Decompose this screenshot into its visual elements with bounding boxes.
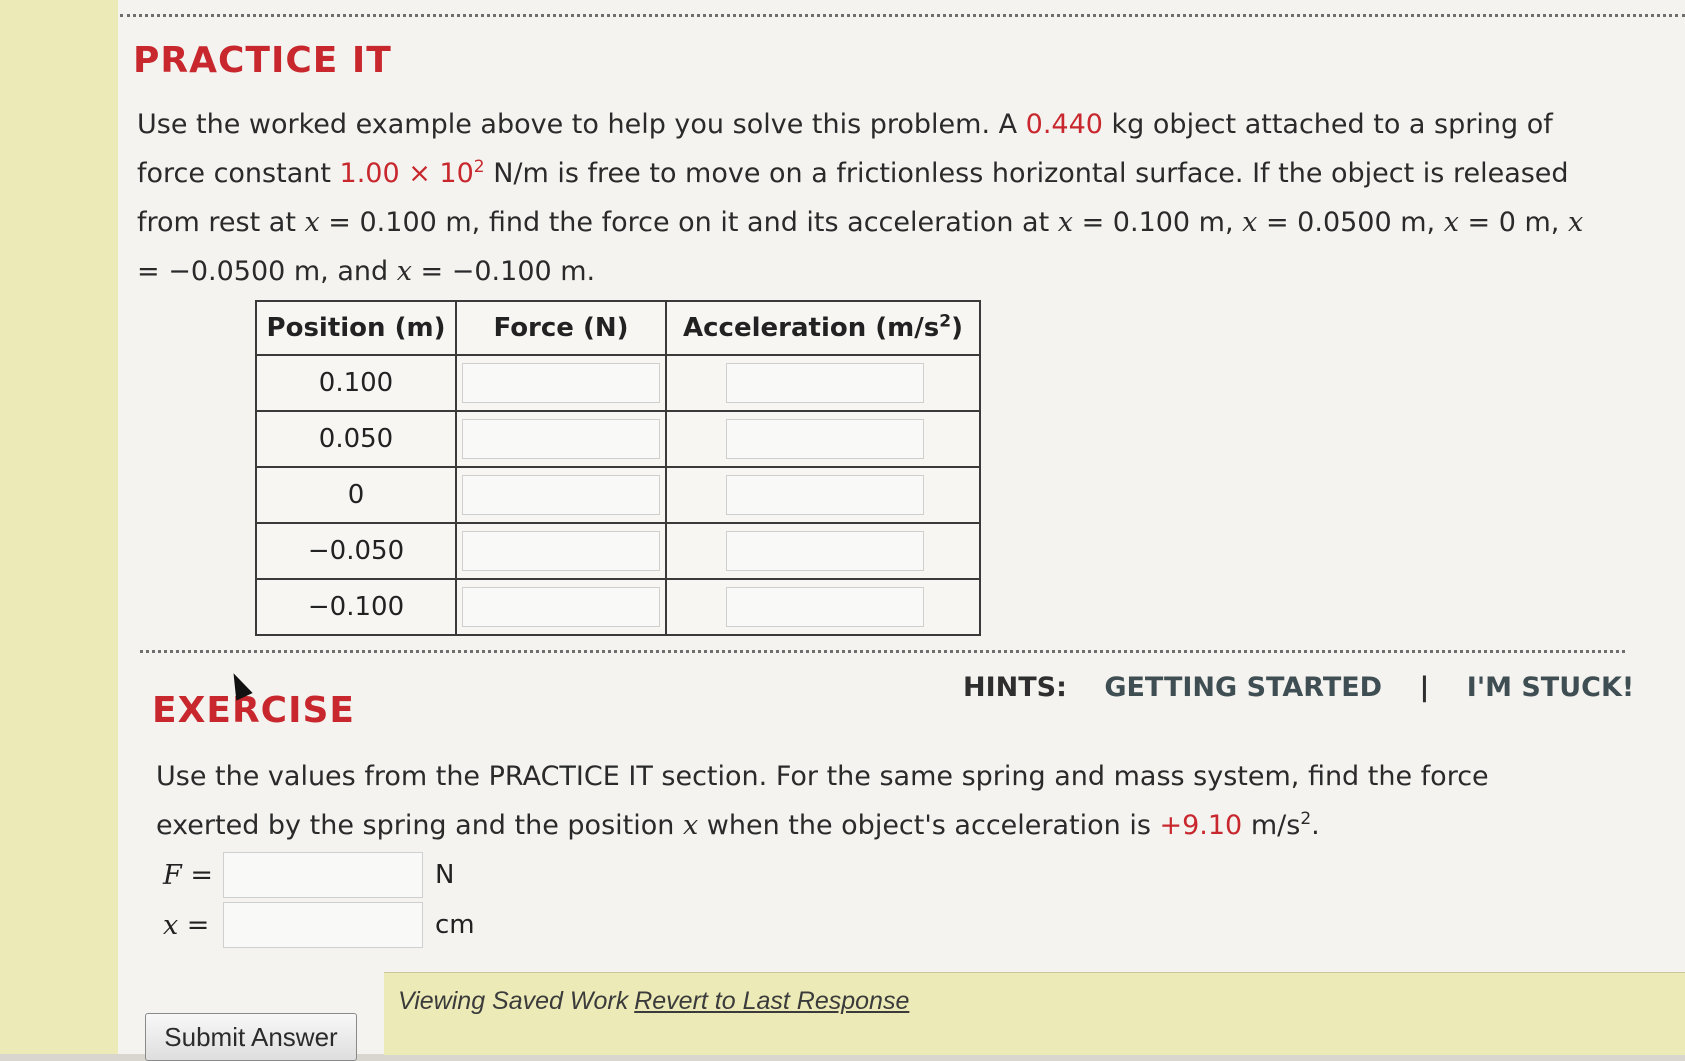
hints-bar [963,672,1662,703]
mass-value: 0.440 [1025,109,1103,140]
table-row [256,523,980,579]
hint-im-stuck-link[interactable]: I'M STUCK! [1466,672,1635,703]
force-cell [456,411,666,467]
section-divider [140,650,1625,653]
var-x: x [304,207,320,238]
position-cell: 0 [256,467,456,523]
practice-text-3: N/m is free to move on a frictionless horizontal surface. If the object is released from rest at [137,158,1569,238]
force-input[interactable] [462,587,660,627]
practice-problem-text [137,100,1607,296]
practice-text-2: kg object attached to a spring of force constant [137,109,1553,189]
table-header-row [256,301,980,355]
acceleration-header-close: ) [951,313,963,343]
practice-text-5: = 0.100 m, [1073,207,1243,238]
force-input[interactable] [462,531,660,571]
acceleration-cell [666,523,980,579]
practice-text-8: = −0.0500 m, and [137,256,397,287]
acceleration-input[interactable] [726,419,924,459]
acceleration-unit: m/s [1242,810,1301,841]
practice-title: PRACTICE IT [133,40,392,81]
var-x: x [1567,207,1584,238]
force-label: F = [163,859,213,891]
acceleration-header-text: Acceleration (m/s [683,313,940,343]
practice-text-7: = 0 m, [1458,207,1568,238]
acceleration-cell [666,355,980,411]
spring-constant-exponent: 2 [473,157,485,177]
acceleration-unit-exponent: 2 [1300,809,1312,829]
spring-constant-mantissa: 1.00 × 10 [339,158,474,189]
position-answer-input[interactable] [223,902,423,948]
force-input[interactable] [462,419,660,459]
position-cell: −0.050 [256,523,456,579]
force-answer-row [163,852,454,898]
viewing-saved-work-label: Viewing Saved Work [398,987,629,1015]
top-divider [120,14,1685,17]
left-margin-band [0,0,119,1054]
position-cell: 0.050 [256,411,456,467]
acceleration-header [666,301,980,355]
spring-constant-value [340,158,485,189]
table-row [256,355,980,411]
acceleration-cell [666,411,980,467]
table-row [256,411,980,467]
saved-work-text [398,987,909,1016]
acceleration-header-exponent: 2 [939,311,952,332]
hints-label: HINTS: [963,672,1067,703]
force-input[interactable] [462,363,660,403]
acceleration-cell [666,579,980,635]
saved-work-bar [384,972,1685,1055]
practice-text-6: = 0.0500 m, [1257,207,1444,238]
acceleration-input[interactable] [726,475,924,515]
exercise-text-2: when the object's acceleration is [698,810,1160,841]
table-row [256,467,980,523]
acceleration-input[interactable] [726,363,924,403]
position-cell: 0.100 [256,355,456,411]
position-header: Position (m) [256,301,456,355]
submit-answer-button[interactable]: Submit Answer [145,1013,357,1061]
force-header: Force (N) [456,301,666,355]
force-input[interactable] [462,475,660,515]
force-unit: N [435,860,455,890]
force-answer-input[interactable] [223,852,423,898]
var-x: x [396,256,412,287]
var-x: x [1242,207,1258,238]
acceleration-input[interactable] [726,531,924,571]
revert-to-last-response-link[interactable]: Revert to Last Response [634,987,910,1015]
practice-text-4: = 0.100 m, find the force on it and its acceleration at [319,207,1058,238]
practice-table [255,300,981,636]
acceleration-cell [666,467,980,523]
practice-text-1: Use the worked example above to help you solve this problem. A [137,109,1026,140]
exercise-text-3: . [1311,810,1320,841]
position-label: x = [163,909,210,941]
force-cell [456,355,666,411]
force-cell [456,523,666,579]
hints-separator: | [1419,672,1430,703]
position-answer-row [163,902,475,948]
position-cell: −0.100 [256,579,456,635]
table-row [256,579,980,635]
acceleration-input[interactable] [726,587,924,627]
exercise-text-1: Use the values from the PRACTICE IT section. For the same spring and mass system, find the force exerted by the spring and the position [156,761,1489,841]
var-x: x [1057,207,1074,238]
exercise-problem-text [156,752,1576,850]
acceleration-value: +9.10 [1159,810,1243,841]
var-x: x [682,810,699,841]
practice-text-9: = −0.100 m. [411,256,596,287]
var-x: x [1443,207,1459,238]
force-cell [456,467,666,523]
position-unit: cm [435,910,475,940]
exercise-title: EXERCISE [152,690,355,731]
force-cell [456,579,666,635]
hint-getting-started-link[interactable]: GETTING STARTED [1104,672,1383,703]
